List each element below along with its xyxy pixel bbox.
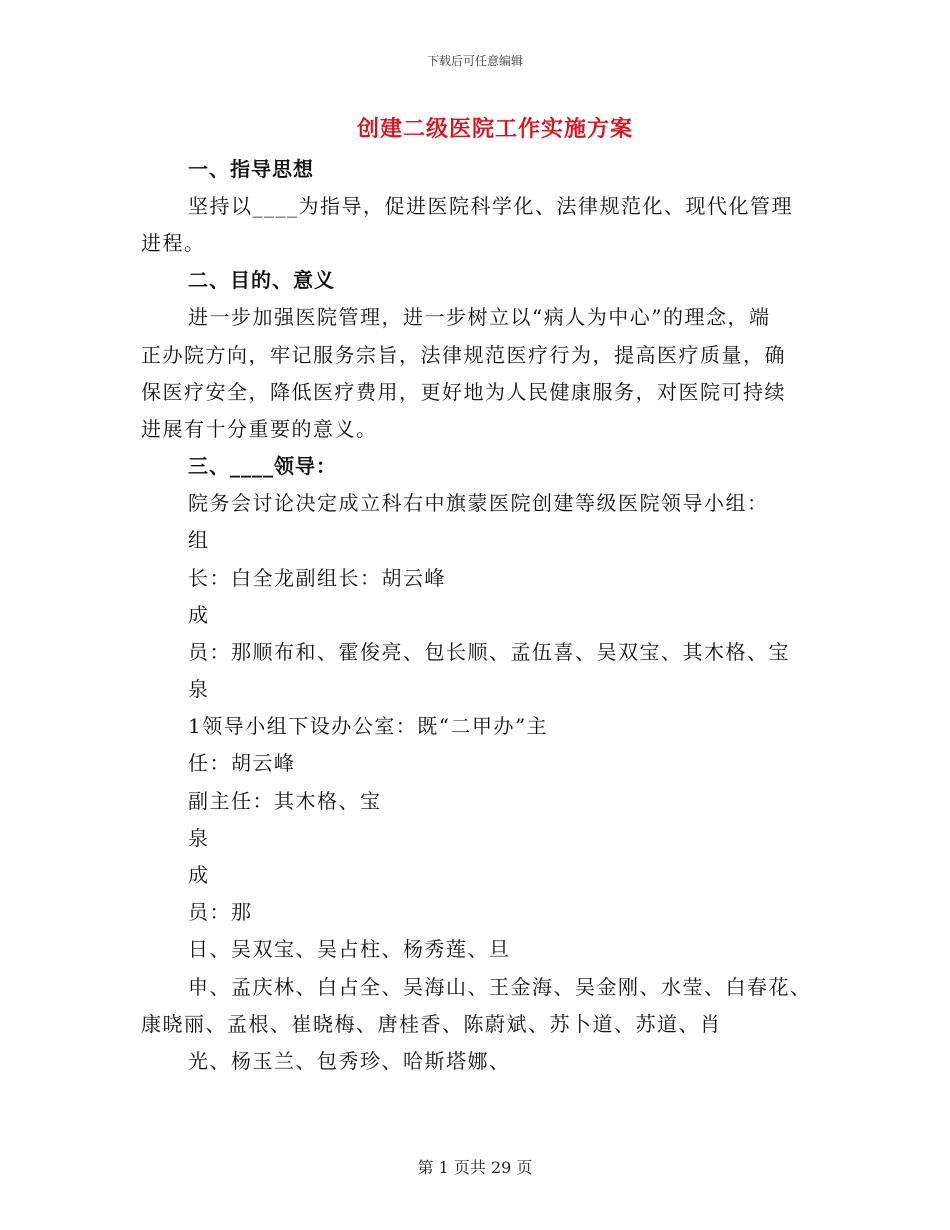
page-footer: 第 1 页共 29 页: [417, 1158, 533, 1177]
paragraph-line: 日、吴双宝、吴占柱、杨秀莲、旦: [188, 937, 511, 961]
paragraph-line: 组: [188, 528, 210, 552]
paragraph-line: 泉: [188, 677, 210, 701]
paragraph-line: 成: [188, 863, 210, 887]
paragraph-line: 康晓丽、孟根、崔晓梅、唐桂香、陈蔚斌、苏卜道、苏道、肖: [141, 1012, 722, 1036]
paragraph-line: 长：白全龙副组长：胡云峰: [188, 566, 446, 590]
paragraph-line: 副主任：其木格、宝: [188, 789, 382, 813]
paragraph-line: 进一步加强医院管理，进一步树立以“病人为中心”的理念，端: [188, 305, 771, 329]
page-header: 下载后可任意编辑: [426, 54, 523, 68]
paragraph-line: 员：那: [188, 900, 253, 924]
paragraph-line: 院务会讨论决定成立科右中旗蒙医院创建等级医院领导小组：: [188, 491, 769, 515]
paragraph-line: 申、孟庆林、白占全、吴海山、王金海、吴金刚、水莹、白春花、: [188, 975, 812, 999]
paragraph-line: 坚持以____为指导，促进医院科学化、法律规范化、现代化管理: [188, 194, 793, 218]
section-heading-2: 二、目的、意义: [188, 268, 335, 292]
paragraph-line: 保医疗安全，降低医疗费用，更好地为人民健康服务，对医院可持续: [141, 380, 786, 404]
paragraph-line: 正办院方向，牢记服务宗旨，法律规范医疗行为，提高医疗质量，确: [141, 343, 786, 367]
paragraph-line: 进展有十分重要的意义。: [141, 417, 378, 441]
paragraph-line: 任：胡云峰: [188, 751, 296, 775]
paragraph-line: 员：那顺布和、霍俊亮、包长顺、孟伍喜、吴双宝、其木格、宝: [188, 640, 790, 664]
paragraph-line: 光、杨玉兰、包秀珍、哈斯塔娜、: [188, 1049, 511, 1073]
paragraph-line: 成: [188, 603, 210, 627]
paragraph-line: 1领导小组下设办公室：既“二甲办”主: [188, 714, 549, 738]
paragraph-line: 进程。: [141, 231, 206, 255]
section-heading-1: 一、指导思想: [188, 157, 314, 181]
paragraph-line: 泉: [188, 826, 210, 850]
document-title: 创建二级医院工作实施方案: [356, 116, 633, 142]
section-heading-3: 三、____领导：: [188, 454, 337, 478]
